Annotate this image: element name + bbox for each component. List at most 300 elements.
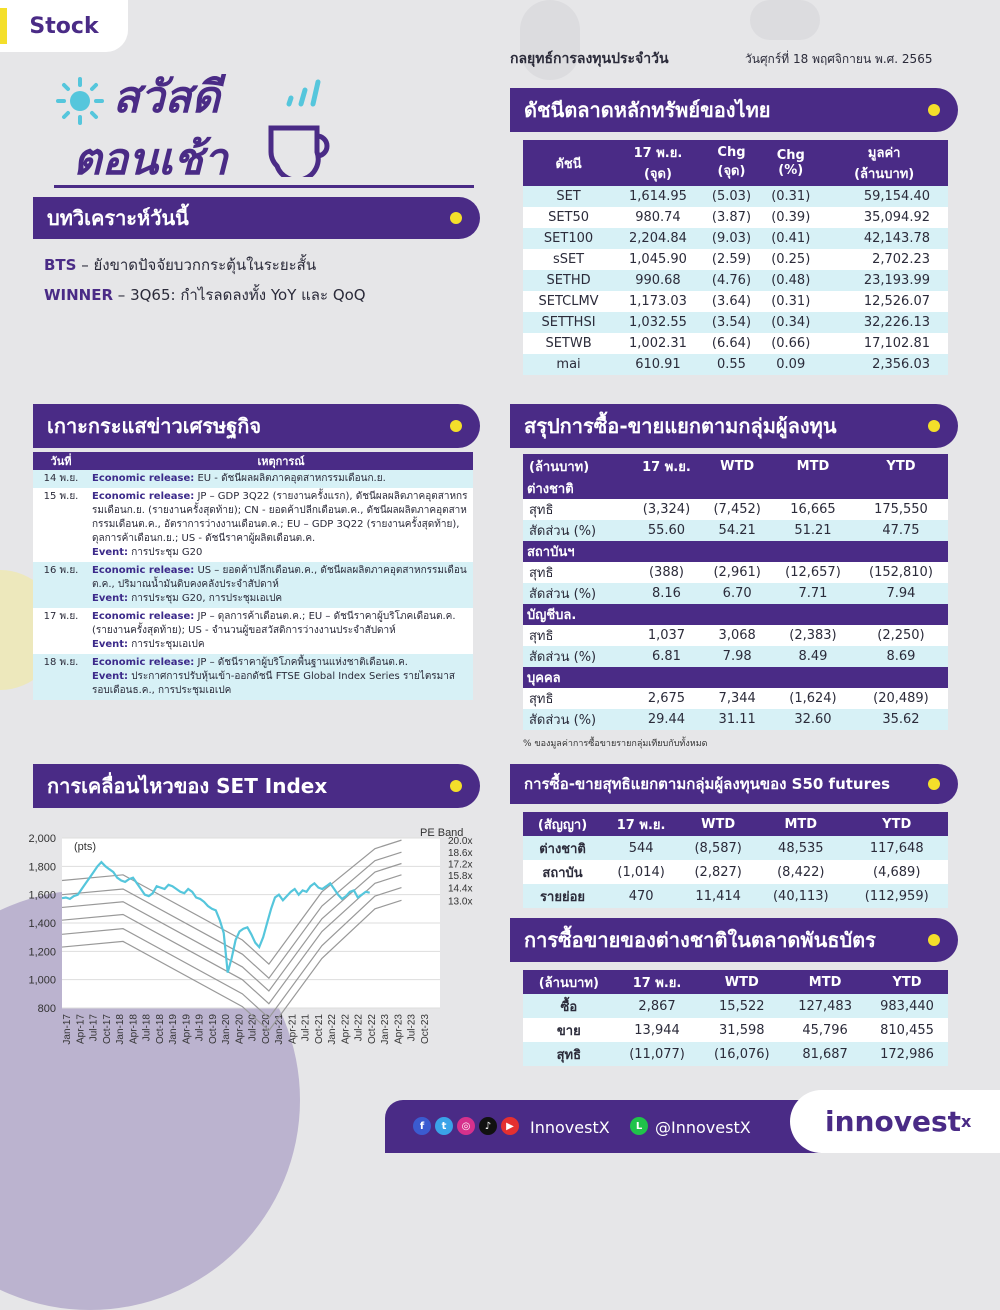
tiktok-icon[interactable]: ♪ xyxy=(479,1117,497,1135)
table-cell: (0.31) xyxy=(761,291,820,312)
table-cell: (3.64) xyxy=(702,291,761,312)
column-header: MTD xyxy=(772,454,854,478)
pe-band-label: 20.0x xyxy=(448,836,473,848)
news-label: Economic release: xyxy=(92,473,195,484)
news-text: EU - ดัชนีผลผลิตภาคอุตสาหกรรมเดือนก.ย. xyxy=(194,473,386,484)
table-row[interactable] xyxy=(523,625,948,646)
row-label: สัดส่วน (%) xyxy=(523,709,631,730)
bonds-table xyxy=(523,970,948,1066)
table-cell: (11,077) xyxy=(615,1042,700,1066)
column-header-unit: (จุด) xyxy=(717,164,746,179)
x-tick-label: Apr-20 xyxy=(234,1014,246,1045)
chart-header xyxy=(33,764,480,808)
column-header: (สัญญา) xyxy=(523,812,602,836)
table-cell: 172,986 xyxy=(866,1042,948,1066)
table-row[interactable] xyxy=(523,228,948,249)
table-cell: 31.11 xyxy=(702,709,772,730)
table-cell: 17,102.81 xyxy=(820,333,948,354)
x-tick-label: Jan-23 xyxy=(380,1014,392,1045)
table-cell: 11,414 xyxy=(680,884,756,908)
table-row[interactable] xyxy=(523,520,948,541)
news-line xyxy=(92,670,470,698)
news-label: Economic release: xyxy=(92,565,195,576)
pe-band-label: 14.4x xyxy=(448,883,473,895)
table-cell: (8,422) xyxy=(756,860,845,884)
table-cell: (0.41) xyxy=(761,228,820,249)
table-cell: 6.81 xyxy=(631,646,703,667)
news-text: JP – GDP 3Q22 (รายงานครั้งแรก), ดัชนีผลผลิตภาคอุตสาหกรรมเดือนก.ย. (รายงานครั้งสุดท้าย); CN - ยอดค้าปลีกเดือนต.ค., ดัชนีผลผลิตภาคอุตสาหกรรมเดือนต.ค., อัตราการว่างงานเดือนต.ค.; EU – GDP 3Q22 (รายงานครั้งสุดท้าย), ดุลการค้าเดือนก.ย.; US - ดัชนีราคาผู้ผลิตเดือนต.ค. xyxy=(92,491,468,544)
table-row[interactable] xyxy=(523,688,948,709)
table-cell: (40,113) xyxy=(756,884,845,908)
futures-title: การซื้อ-ขายสุทธิแยกตามกลุ่มผู้ลงทุนของ S50 futures xyxy=(524,775,891,793)
table-cell: (4.76) xyxy=(702,270,761,291)
table-cell: 13,944 xyxy=(615,1018,700,1042)
x-tick-label: Jan-22 xyxy=(327,1014,339,1045)
x-tick-label: Oct-18 xyxy=(154,1014,166,1045)
news-line xyxy=(92,610,470,638)
table-cell: 2,675 xyxy=(631,688,703,709)
table-cell: (16,076) xyxy=(699,1042,784,1066)
sun-icon xyxy=(55,76,105,126)
table-cell: 54.21 xyxy=(702,520,772,541)
x-tick-label: Oct-19 xyxy=(207,1014,219,1045)
news-text: การประชุม G20, การประชุมเอเปค xyxy=(128,593,283,604)
table-row[interactable] xyxy=(523,1042,948,1066)
table-cell: 16,665 xyxy=(772,499,854,520)
x-tick-label: Oct-23 xyxy=(420,1014,431,1045)
column-header: WTD xyxy=(699,970,784,994)
x-tick-label: Jul-23 xyxy=(406,1014,418,1042)
x-tick-label: Oct-22 xyxy=(366,1014,378,1045)
table-cell: (4,689) xyxy=(845,860,948,884)
x-tick-label: Jan-19 xyxy=(168,1014,180,1045)
table-cell: (3.54) xyxy=(702,312,761,333)
table-cell: 7,344 xyxy=(702,688,772,709)
table-row[interactable] xyxy=(523,884,948,908)
table-cell: 2,356.03 xyxy=(820,354,948,375)
news-text: JP – ดัชนีราคาผู้บริโภคพื้นฐานแห่งชาติเดือนต.ค. xyxy=(194,657,408,668)
table-cell: 1,614.95 xyxy=(614,186,702,207)
news-event xyxy=(89,654,473,700)
table-cell: 12,526.07 xyxy=(820,291,948,312)
x-tick-label: Oct-21 xyxy=(313,1014,325,1045)
news-line xyxy=(92,546,470,560)
table-cell: 990.68 xyxy=(614,270,702,291)
row-label: ขาย xyxy=(523,1018,615,1042)
table-cell: (0.25) xyxy=(761,249,820,270)
table-cell: 31,598 xyxy=(699,1018,784,1042)
table-cell: 32,226.13 xyxy=(820,312,948,333)
table-cell: (0.31) xyxy=(761,186,820,207)
pe-band-label: 17.2x xyxy=(448,859,473,871)
news-row[interactable] xyxy=(33,488,473,562)
set-index-chart xyxy=(0,820,480,1060)
column-header-top: 17 พ.ย. xyxy=(633,146,683,161)
analysis-list xyxy=(44,250,366,310)
table-cell: (20,489) xyxy=(854,688,948,709)
news-label: Event: xyxy=(92,593,129,604)
table-cell: 15,522 xyxy=(699,994,784,1018)
brand-name: innovest xyxy=(825,1105,961,1138)
index-name: SETHD xyxy=(523,270,614,291)
table-cell: 32.60 xyxy=(772,709,854,730)
table-row[interactable] xyxy=(523,207,948,228)
news-label: Economic release: xyxy=(92,611,195,622)
row-label: สุทธิ xyxy=(523,499,631,520)
table-row[interactable] xyxy=(523,583,948,604)
column-header: 17 พ.ย. xyxy=(615,970,700,994)
column-header-top: Chg xyxy=(776,148,805,163)
table-row[interactable] xyxy=(523,333,948,354)
table-row[interactable] xyxy=(523,291,948,312)
column-header: (ล้านบาท) xyxy=(523,454,631,478)
table-cell: 7.98 xyxy=(702,646,772,667)
table-row[interactable] xyxy=(523,562,948,583)
x-tick-label: Jul-18 xyxy=(141,1014,153,1042)
x-tick-label: Jul-21 xyxy=(300,1014,312,1042)
table-row[interactable] xyxy=(523,860,948,884)
table-cell: (3,324) xyxy=(631,499,703,520)
table-cell: 2,204.84 xyxy=(614,228,702,249)
table-cell: 29.44 xyxy=(631,709,703,730)
greeting-logo xyxy=(55,62,355,192)
table-cell: 8.16 xyxy=(631,583,703,604)
row-label: สัดส่วน (%) xyxy=(523,520,631,541)
table-cell: 1,173.03 xyxy=(614,291,702,312)
line-icon[interactable]: L xyxy=(630,1117,648,1135)
brand-logo: innovest x xyxy=(790,1090,1000,1153)
x-tick-label: Apr-21 xyxy=(287,1014,299,1045)
news-title: เกาะกระแสข่าวเศรษฐกิจ xyxy=(47,414,262,438)
row-label: สถาบัน xyxy=(523,860,602,884)
table-cell: (6.64) xyxy=(702,333,761,354)
news-date: 18 พ.ย. xyxy=(33,654,89,700)
table-cell: 7.71 xyxy=(772,583,854,604)
table-cell: 7.94 xyxy=(854,583,948,604)
table-cell: 983,440 xyxy=(866,994,948,1018)
news-event xyxy=(89,488,473,562)
table-row[interactable] xyxy=(523,646,948,667)
table-cell: (2,827) xyxy=(680,860,756,884)
strategy-label: กลยุทธ์การลงทุนประจำวัน xyxy=(510,51,669,67)
news-line xyxy=(92,592,470,606)
pe-band-title: PE Band xyxy=(420,827,464,839)
news-row[interactable] xyxy=(33,470,473,488)
news-label: Economic release: xyxy=(92,657,195,668)
column-header xyxy=(820,140,948,186)
table-cell: 42,143.78 xyxy=(820,228,948,249)
news-event xyxy=(89,470,473,488)
table-cell: (112,959) xyxy=(845,884,948,908)
news-date: 14 พ.ย. xyxy=(33,470,89,488)
column-header: วันที่ xyxy=(33,452,89,470)
table-row[interactable] xyxy=(523,249,948,270)
news-label: Event: xyxy=(92,547,129,558)
table-cell: 47.75 xyxy=(854,520,948,541)
column-header xyxy=(702,140,761,186)
row-label: สุทธิ xyxy=(523,688,631,709)
table-cell: (1,014) xyxy=(602,860,680,884)
x-tick-label: Jan-20 xyxy=(221,1014,233,1045)
table-cell: 23,193.99 xyxy=(820,270,948,291)
news-line xyxy=(92,564,470,592)
table-cell: 0.09 xyxy=(761,354,820,375)
index-name: SETTHSI xyxy=(523,312,614,333)
group-row xyxy=(523,604,948,625)
divider xyxy=(54,185,474,188)
group-row xyxy=(523,541,948,562)
news-date: 17 พ.ย. xyxy=(33,608,89,654)
table-cell: 2,867 xyxy=(615,994,700,1018)
y-tick-label: 1,000 xyxy=(28,974,56,987)
social-handle[interactable]: InnovestX xyxy=(530,1118,610,1137)
news-text: การประชุมเอเปค xyxy=(128,639,205,650)
table-cell: (388) xyxy=(631,562,703,583)
table-cell: 55.60 xyxy=(631,520,703,541)
news-label: Event: xyxy=(92,639,129,650)
table-cell: 810,455 xyxy=(866,1018,948,1042)
table-cell: 544 xyxy=(602,836,680,860)
pe-band-label: 18.6x xyxy=(448,848,473,860)
row-label: สัดส่วน (%) xyxy=(523,583,631,604)
coffee-cup-icon xyxy=(265,122,345,177)
table-cell: (9.03) xyxy=(702,228,761,249)
table-cell: (2.59) xyxy=(702,249,761,270)
table-row[interactable] xyxy=(523,312,948,333)
futures-table xyxy=(523,812,948,908)
news-event xyxy=(89,562,473,608)
column-header: 17 พ.ย. xyxy=(631,454,703,478)
news-date: 15 พ.ย. xyxy=(33,488,89,562)
table-row[interactable] xyxy=(523,354,948,375)
news-date: 16 พ.ย. xyxy=(33,562,89,608)
row-label: สุทธิ xyxy=(523,625,631,646)
news-line xyxy=(92,656,470,670)
y-axis-label: (pts) xyxy=(74,841,96,853)
table-cell: 610.91 xyxy=(614,354,702,375)
table-cell: 117,648 xyxy=(845,836,948,860)
facebook-icon[interactable]: f xyxy=(413,1117,431,1135)
category-tag xyxy=(0,0,128,52)
table-cell: 51.21 xyxy=(772,520,854,541)
table-cell: 35.62 xyxy=(854,709,948,730)
analysis-text: – ยังขาดปัจจัยบวกกระตุ้นในระยะสั้น xyxy=(76,256,317,274)
bonds-title: การซื้อขายของต่างชาติในตลาดพันธบัตร xyxy=(524,928,876,952)
table-cell: (0.39) xyxy=(761,207,820,228)
chart-title: การเคลื่อนไหวของ SET Index xyxy=(47,774,328,798)
table-cell: 127,483 xyxy=(784,994,866,1018)
news-text: การประชุม G20 xyxy=(128,547,203,558)
table-cell: 6.70 xyxy=(702,583,772,604)
y-tick-label: 800 xyxy=(37,1003,56,1015)
x-tick-label: Jan-17 xyxy=(62,1014,73,1045)
x-tick-label: Jul-17 xyxy=(88,1014,100,1042)
indices-header xyxy=(510,88,958,132)
table-cell: 8.69 xyxy=(854,646,948,667)
table-cell: (0.66) xyxy=(761,333,820,354)
table-cell: (5.03) xyxy=(702,186,761,207)
x-tick-label: Jan-21 xyxy=(274,1014,286,1045)
analysis-header xyxy=(33,197,480,239)
table-cell: 81,687 xyxy=(784,1042,866,1066)
table-row[interactable] xyxy=(523,1018,948,1042)
table-cell: 175,550 xyxy=(854,499,948,520)
news-line xyxy=(92,638,470,652)
table-cell: (8,587) xyxy=(680,836,756,860)
column-header: เหตุการณ์ xyxy=(89,452,473,470)
report-date: วันศุกร์ที่ 18 พฤศจิกายน พ.ศ. 2565 xyxy=(745,52,933,66)
news-text: US – ยอดค้าปลีกเดือนต.ค., ดัชนีผลผลิตภาคอุตสาหกรรมเดือนต.ค., ปริมาณน้ำมันดิบคงคลังประจำสัปดาห์ xyxy=(92,565,467,590)
news-text: ประกาศการปรับหุ้นเข้า-ออกดัชนี FTSE Global Index Series รายไตรมาสรอบเดือนธ.ค., การประชุมเอเปค xyxy=(92,671,455,696)
table-cell: 3,068 xyxy=(702,625,772,646)
table-cell: (152,810) xyxy=(854,562,948,583)
table-cell: 0.55 xyxy=(702,354,761,375)
table-cell: 1,037 xyxy=(631,625,703,646)
table-row[interactable] xyxy=(523,270,948,291)
row-label: ซื้อ xyxy=(523,994,615,1018)
table-cell: 1,002.31 xyxy=(614,333,702,354)
x-tick-label: Jan-18 xyxy=(115,1014,127,1045)
twitter-icon[interactable]: t xyxy=(435,1117,453,1135)
indices-table xyxy=(523,140,948,375)
youtube-icon[interactable]: ▶ xyxy=(501,1117,519,1135)
instagram-icon[interactable]: ◎ xyxy=(457,1117,475,1135)
table-row[interactable] xyxy=(523,186,948,207)
news-label: Event: xyxy=(92,671,129,682)
column-header: (ล้านบาท) xyxy=(523,970,615,994)
column-header-unit: (จุด) xyxy=(643,167,672,182)
investors-header xyxy=(510,404,958,448)
column-header: MTD xyxy=(756,812,845,836)
column-header: 17 พ.ย. xyxy=(602,812,680,836)
index-name: SETCLMV xyxy=(523,291,614,312)
pe-band-label: 15.8x xyxy=(448,870,473,882)
line-handle[interactable]: @InnovestX xyxy=(655,1118,751,1137)
category-label: Stock xyxy=(29,13,99,39)
news-table xyxy=(33,452,473,700)
steam-icon xyxy=(283,74,323,114)
index-name: SETWB xyxy=(523,333,614,354)
table-cell: 1,045.90 xyxy=(614,249,702,270)
row-label: สัดส่วน (%) xyxy=(523,646,631,667)
column-header-unit: (ล้านบาท) xyxy=(854,167,915,182)
table-row[interactable] xyxy=(523,994,948,1018)
analysis-title: บทวิเคราะห์วันนี้ xyxy=(47,206,189,230)
group-label: ต่างชาติ xyxy=(523,478,948,499)
x-tick-label: Apr-19 xyxy=(181,1014,193,1045)
y-tick-label: 1,600 xyxy=(28,889,56,902)
table-cell: 8.49 xyxy=(772,646,854,667)
x-tick-label: Jul-19 xyxy=(194,1014,206,1042)
row-label: รายย่อย xyxy=(523,884,602,908)
table-row[interactable] xyxy=(523,836,948,860)
column-header: WTD xyxy=(680,812,756,836)
futures-header xyxy=(510,764,958,804)
table-cell: (7,452) xyxy=(702,499,772,520)
index-name: mai xyxy=(523,354,614,375)
table-cell: (2,383) xyxy=(772,625,854,646)
x-tick-label: Jul-22 xyxy=(353,1014,365,1042)
table-cell: 35,094.92 xyxy=(820,207,948,228)
x-tick-label: Apr-22 xyxy=(340,1014,352,1045)
x-tick-label: Jul-20 xyxy=(247,1014,259,1042)
x-tick-label: Apr-23 xyxy=(393,1014,405,1045)
table-cell: (1,624) xyxy=(772,688,854,709)
table-row[interactable] xyxy=(523,709,948,730)
column-header xyxy=(523,140,614,186)
table-cell: 470 xyxy=(602,884,680,908)
news-text: JP – ดุลการค้าเดือนต.ค.; EU – ดัชนีราคาผู้บริโภคเดือนต.ค. (รายงานครั้งสุดท้าย); US - จำนวนผู้ขอสวัสดิการว่างงานประจำสัปดาห์ xyxy=(92,611,456,636)
table-cell: (0.34) xyxy=(761,312,820,333)
analysis-text: – 3Q65: กำไรลดลงทั้ง YoY และ QoQ xyxy=(113,286,366,304)
news-header xyxy=(33,404,480,448)
table-cell: (2,961) xyxy=(702,562,772,583)
news-event xyxy=(89,608,473,654)
ticker: WINNER xyxy=(44,286,114,304)
pe-band-label: 13.0x xyxy=(448,896,473,908)
analysis-item[interactable] xyxy=(44,280,366,310)
table-row[interactable] xyxy=(523,499,948,520)
column-header: YTD xyxy=(845,812,948,836)
investors-note: % ของมูลค่าการซื้อขายรายกลุ่มเทียบกับทั้งหมด xyxy=(523,739,708,749)
row-label: สุทธิ xyxy=(523,562,631,583)
y-tick-label: 1,400 xyxy=(28,918,56,930)
group-row xyxy=(523,667,948,688)
row-label: ต่างชาติ xyxy=(523,836,602,860)
news-row[interactable] xyxy=(33,654,473,700)
column-header: YTD xyxy=(854,454,948,478)
table-cell: 1,032.55 xyxy=(614,312,702,333)
x-tick-label: Oct-17 xyxy=(101,1014,113,1045)
news-row[interactable] xyxy=(33,608,473,654)
group-label: บัญชีบล. xyxy=(523,604,948,625)
x-tick-label: Apr-17 xyxy=(75,1014,87,1045)
ticker: BTS xyxy=(44,256,77,274)
y-tick-label: 1,800 xyxy=(28,861,56,874)
group-row xyxy=(523,478,948,499)
table-cell: (3.87) xyxy=(702,207,761,228)
row-label: สุทธิ xyxy=(523,1042,615,1066)
table-cell: 48,535 xyxy=(756,836,845,860)
table-cell: (2,250) xyxy=(854,625,948,646)
table-cell: 45,796 xyxy=(784,1018,866,1042)
investors-title: สรุปการซื้อ-ขายแยกตามกลุ่มผู้ลงทุน xyxy=(524,414,837,438)
greeting-line1: สวัสดี xyxy=(113,72,220,123)
column-header-unit: (%) xyxy=(778,163,804,178)
table-cell: 980.74 xyxy=(614,207,702,228)
x-tick-label: Oct-20 xyxy=(260,1014,272,1045)
column-header-top: Chg xyxy=(717,145,746,160)
greeting-line2: ตอนเช้า xyxy=(73,134,228,185)
x-tick-label: Apr-18 xyxy=(128,1014,140,1045)
y-tick-label: 2,000 xyxy=(28,833,56,845)
analysis-item[interactable] xyxy=(44,250,366,280)
column-header xyxy=(614,140,702,186)
bonds-header xyxy=(510,918,958,962)
column-header-top: มูลค่า xyxy=(867,146,901,161)
investors-table xyxy=(523,454,948,730)
y-tick-label: 1,200 xyxy=(28,946,56,959)
group-label: สถาบันฯ xyxy=(523,541,948,562)
index-name: SET xyxy=(523,186,614,207)
bg-stripe xyxy=(750,0,820,40)
news-row[interactable] xyxy=(33,562,473,608)
news-line xyxy=(92,472,470,486)
index-name: sSET xyxy=(523,249,614,270)
column-header: WTD xyxy=(702,454,772,478)
column-header: MTD xyxy=(784,970,866,994)
news-label: Economic release: xyxy=(92,491,195,502)
